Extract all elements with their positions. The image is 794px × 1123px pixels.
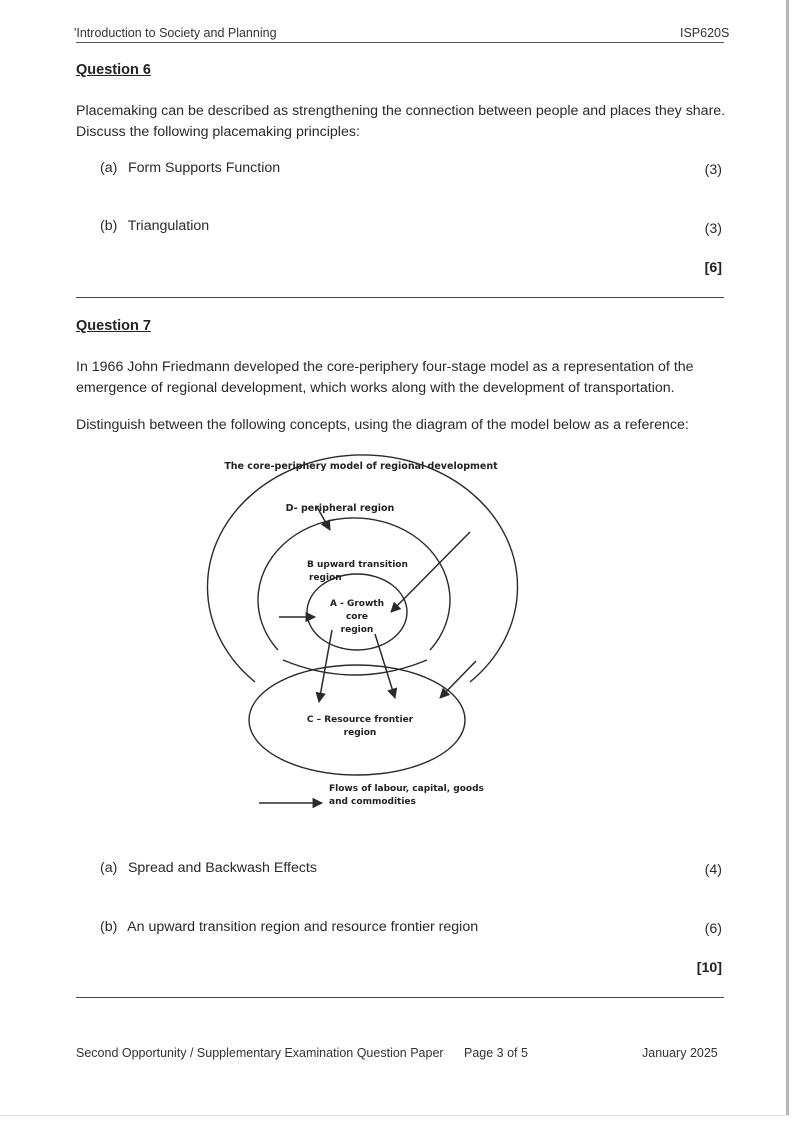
question-6-item-a (100, 160, 280, 176)
item-text: Triangulation (127, 218, 210, 234)
question-6-item-b (100, 218, 209, 234)
course-title: 'Introduction to Society and Planning (74, 26, 277, 40)
growth-core-label-line-2: core (345, 612, 369, 622)
question-6-item-b-marks: (3) (704, 221, 722, 237)
course-code: ISP620S (680, 26, 730, 40)
growth-core-label-line-1: A - Growth (330, 599, 384, 609)
item-label: (a) (100, 860, 118, 876)
footer-exam-type: Second Opportunity / Supplementary Examination Question Paper (76, 1046, 444, 1060)
upward-transition-label-line-1: B upward transition (307, 560, 408, 570)
question-7-title: Question 7 (76, 318, 151, 334)
question-6-item-a-marks: (3) (704, 162, 722, 178)
upward-transition-region-lower-boundary (283, 660, 427, 675)
item-text: An upward transition region and resource frontier region (127, 919, 479, 935)
resource-frontier-label-line-2: region (343, 728, 377, 738)
page-edge (786, 0, 789, 1115)
flow-arrow-periphery-to-core (391, 532, 470, 612)
diagram-title: The core-periphery model of regional development (224, 461, 498, 472)
footer-page-number: Page 3 of 5 (464, 1046, 528, 1060)
question-7-rule (76, 997, 724, 998)
peripheral-region-label: D- peripheral region (285, 503, 395, 514)
question-7-intro: In 1966 John Friedmann developed the core-periphery four-stage model as a representation of the emergence of regional development, which works along with the development of transportation. (76, 359, 694, 396)
header-rule (76, 42, 724, 43)
question-6-total: [6] (704, 260, 722, 276)
question-7-instruction: Distinguish between the following concepts, using the diagram of the model below as a reference: (76, 417, 689, 433)
item-label: (b) (100, 919, 118, 935)
core-periphery-diagram (195, 450, 535, 830)
page-bottom-edge (0, 1115, 790, 1116)
growth-core-label-line-3: region (340, 625, 374, 635)
resource-frontier-label-line-1: C – Resource frontier (306, 715, 414, 725)
question-7-item-a (100, 860, 317, 876)
item-text: Spread and Backwash Effects (127, 860, 317, 876)
question-6-rule (76, 297, 724, 298)
legend-label-line-2: and commodities (329, 797, 416, 807)
question-6-intro: Placemaking can be described as strengthening the connection between people and places they share. Discuss the following placemaking principles: (76, 103, 726, 140)
footer-date: January 2025 (642, 1046, 718, 1060)
question-7-total: [10] (696, 960, 722, 976)
item-text: Form Supports Function (127, 160, 281, 176)
question-7-item-b-marks: (6) (704, 921, 722, 937)
legend-label-line-1: Flows of labour, capital, goods (329, 784, 484, 794)
item-label: (b) (100, 218, 118, 234)
question-7-item-a-marks: (4) (704, 862, 722, 878)
flow-arrow-periphery-to-frontier (440, 661, 476, 698)
upward-transition-label-line-2: region (309, 573, 342, 583)
question-6-title: Question 6 (76, 62, 151, 78)
question-7-item-b (100, 919, 478, 935)
item-label: (a) (100, 160, 118, 176)
